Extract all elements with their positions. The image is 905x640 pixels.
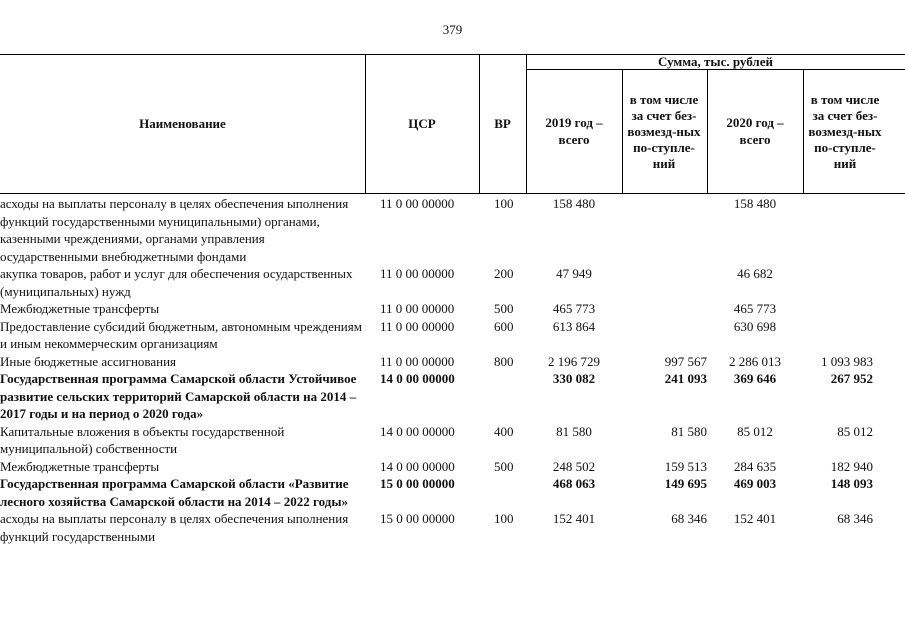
- table-row: [0, 300, 905, 318]
- row-2020-total: 158 480: [733, 196, 777, 211]
- row-2020-total: 85 012: [737, 423, 773, 439]
- row-2019-free: 997 567: [664, 353, 707, 369]
- header-2019-free: в том числе за счет без-возмезд-ных по-ступле-ний: [627, 92, 701, 171]
- row-csr: 14 0 00 00000: [380, 423, 455, 439]
- row-2019-total: 248 502: [552, 458, 596, 474]
- row-vr: 200: [494, 266, 514, 281]
- row-vr: 800: [494, 353, 514, 369]
- row-name: асходы на выплаты персоналу в целях обеспечения ыполнения функций государственными муниципальными) органами, казенными чреждениями, органами управления осударственными внебюджетными фондами: [0, 196, 349, 264]
- row-name: Государственная программа Самарской области «Развитие лесного хозяйства Самарской области на 2014 – 2022 годы»: [0, 476, 349, 509]
- row-2020-free: 68 346: [837, 511, 873, 526]
- header-name: Наименование: [139, 116, 226, 131]
- table-row: [0, 458, 905, 476]
- header-2020-total: 2020 год – всего: [726, 115, 784, 147]
- row-vr: 400: [494, 423, 514, 439]
- row-csr: 15 0 00 00000: [380, 511, 455, 526]
- row-vr: 100: [494, 511, 514, 526]
- row-vr: 100: [494, 196, 514, 211]
- table-body: [0, 195, 905, 545]
- row-2020-free: 85 012: [837, 423, 873, 439]
- table-row: [0, 195, 905, 265]
- row-name: акупка товаров, работ и услуг для обеспечения осударственных (муниципальных) нужд: [0, 266, 353, 299]
- row-csr: 11 0 00 00000: [380, 301, 455, 316]
- row-2019-total: 465 773: [552, 301, 596, 316]
- row-csr: 11 0 00 00000: [380, 353, 455, 369]
- page-number: 379: [442, 22, 463, 37]
- table-row: [0, 370, 905, 423]
- row-2020-free: 182 940: [830, 458, 873, 474]
- row-vr: 500: [494, 458, 514, 474]
- row-name: Предоставление субсидий бюджетным, автономным чреждениям и иным некоммерческим организациям: [0, 318, 362, 351]
- table-row: [0, 423, 905, 458]
- row-vr: 600: [494, 318, 514, 334]
- row-name: Межбюджетные трансферты: [0, 301, 160, 316]
- row-2020-total: 152 401: [733, 511, 777, 526]
- row-2020-total: 630 698: [733, 318, 777, 334]
- row-2020-free: 267 952: [830, 371, 873, 386]
- table-row: [0, 475, 905, 510]
- row-2020-free: 148 093: [830, 476, 873, 491]
- row-2020-total: 465 773: [733, 301, 777, 316]
- row-name: Межбюджетные трансферты: [0, 458, 160, 474]
- row-2019-total: 81 580: [556, 423, 592, 439]
- row-name: асходы на выплаты персоналу в целях обеспечения ыполнения функций государственными: [0, 511, 349, 544]
- row-2020-total: 2 286 013: [729, 353, 781, 369]
- row-csr: 14 0 00 00000: [380, 458, 455, 474]
- row-name: Государственная программа Самарской области Устойчивое развитие сельских территорий Самарской области на 2014 – 2017 годы и на период о 2020 года»: [0, 371, 357, 421]
- row-csr: 11 0 00 00000: [380, 266, 455, 281]
- row-2019-free: 81 580: [671, 423, 707, 439]
- row-name: Капитальные вложения в объекты государственной муниципальной) собственности: [0, 423, 285, 456]
- row-2019-total: 47 949: [556, 266, 592, 281]
- header-2020-free: в том числе за счет без-возмезд-ных по-ступле-ний: [808, 92, 882, 171]
- row-2019-total: 613 864: [552, 318, 596, 334]
- row-2019-total: 330 082: [552, 371, 596, 386]
- table-row: [0, 353, 905, 371]
- table-row: [0, 510, 905, 545]
- row-csr: 11 0 00 00000: [380, 318, 455, 334]
- row-2019-total: 2 196 729: [548, 353, 600, 369]
- row-csr: 15 0 00 00000: [380, 476, 455, 491]
- table-row: [0, 265, 905, 300]
- row-csr: 11 0 00 00000: [380, 196, 455, 211]
- row-2019-total: 158 480: [552, 196, 596, 211]
- row-vr: 500: [494, 301, 514, 316]
- row-2019-free: 241 093: [664, 371, 707, 386]
- row-2019-free: 68 346: [671, 511, 707, 526]
- row-2020-total: 284 635: [733, 458, 777, 474]
- row-csr: 14 0 00 00000: [380, 371, 455, 386]
- header-csr: ЦСР: [408, 116, 436, 131]
- row-2020-total: 46 682: [737, 266, 773, 281]
- row-2019-free: 149 695: [664, 476, 707, 491]
- header-2019-total: 2019 год – всего: [545, 115, 603, 147]
- row-2020-total: 469 003: [733, 476, 777, 491]
- table-row: [0, 318, 905, 353]
- row-2020-free: 1 093 983: [821, 353, 873, 369]
- row-2020-total: 369 646: [733, 371, 777, 386]
- header-vr: ВР: [494, 116, 511, 131]
- header-sum-group: Сумма, тыс. рублей: [658, 54, 773, 69]
- row-2019-total: 468 063: [552, 476, 596, 491]
- row-2019-free: 159 513: [664, 458, 707, 474]
- row-name: Иные бюджетные ассигнования: [0, 353, 177, 369]
- row-2019-total: 152 401: [552, 511, 596, 526]
